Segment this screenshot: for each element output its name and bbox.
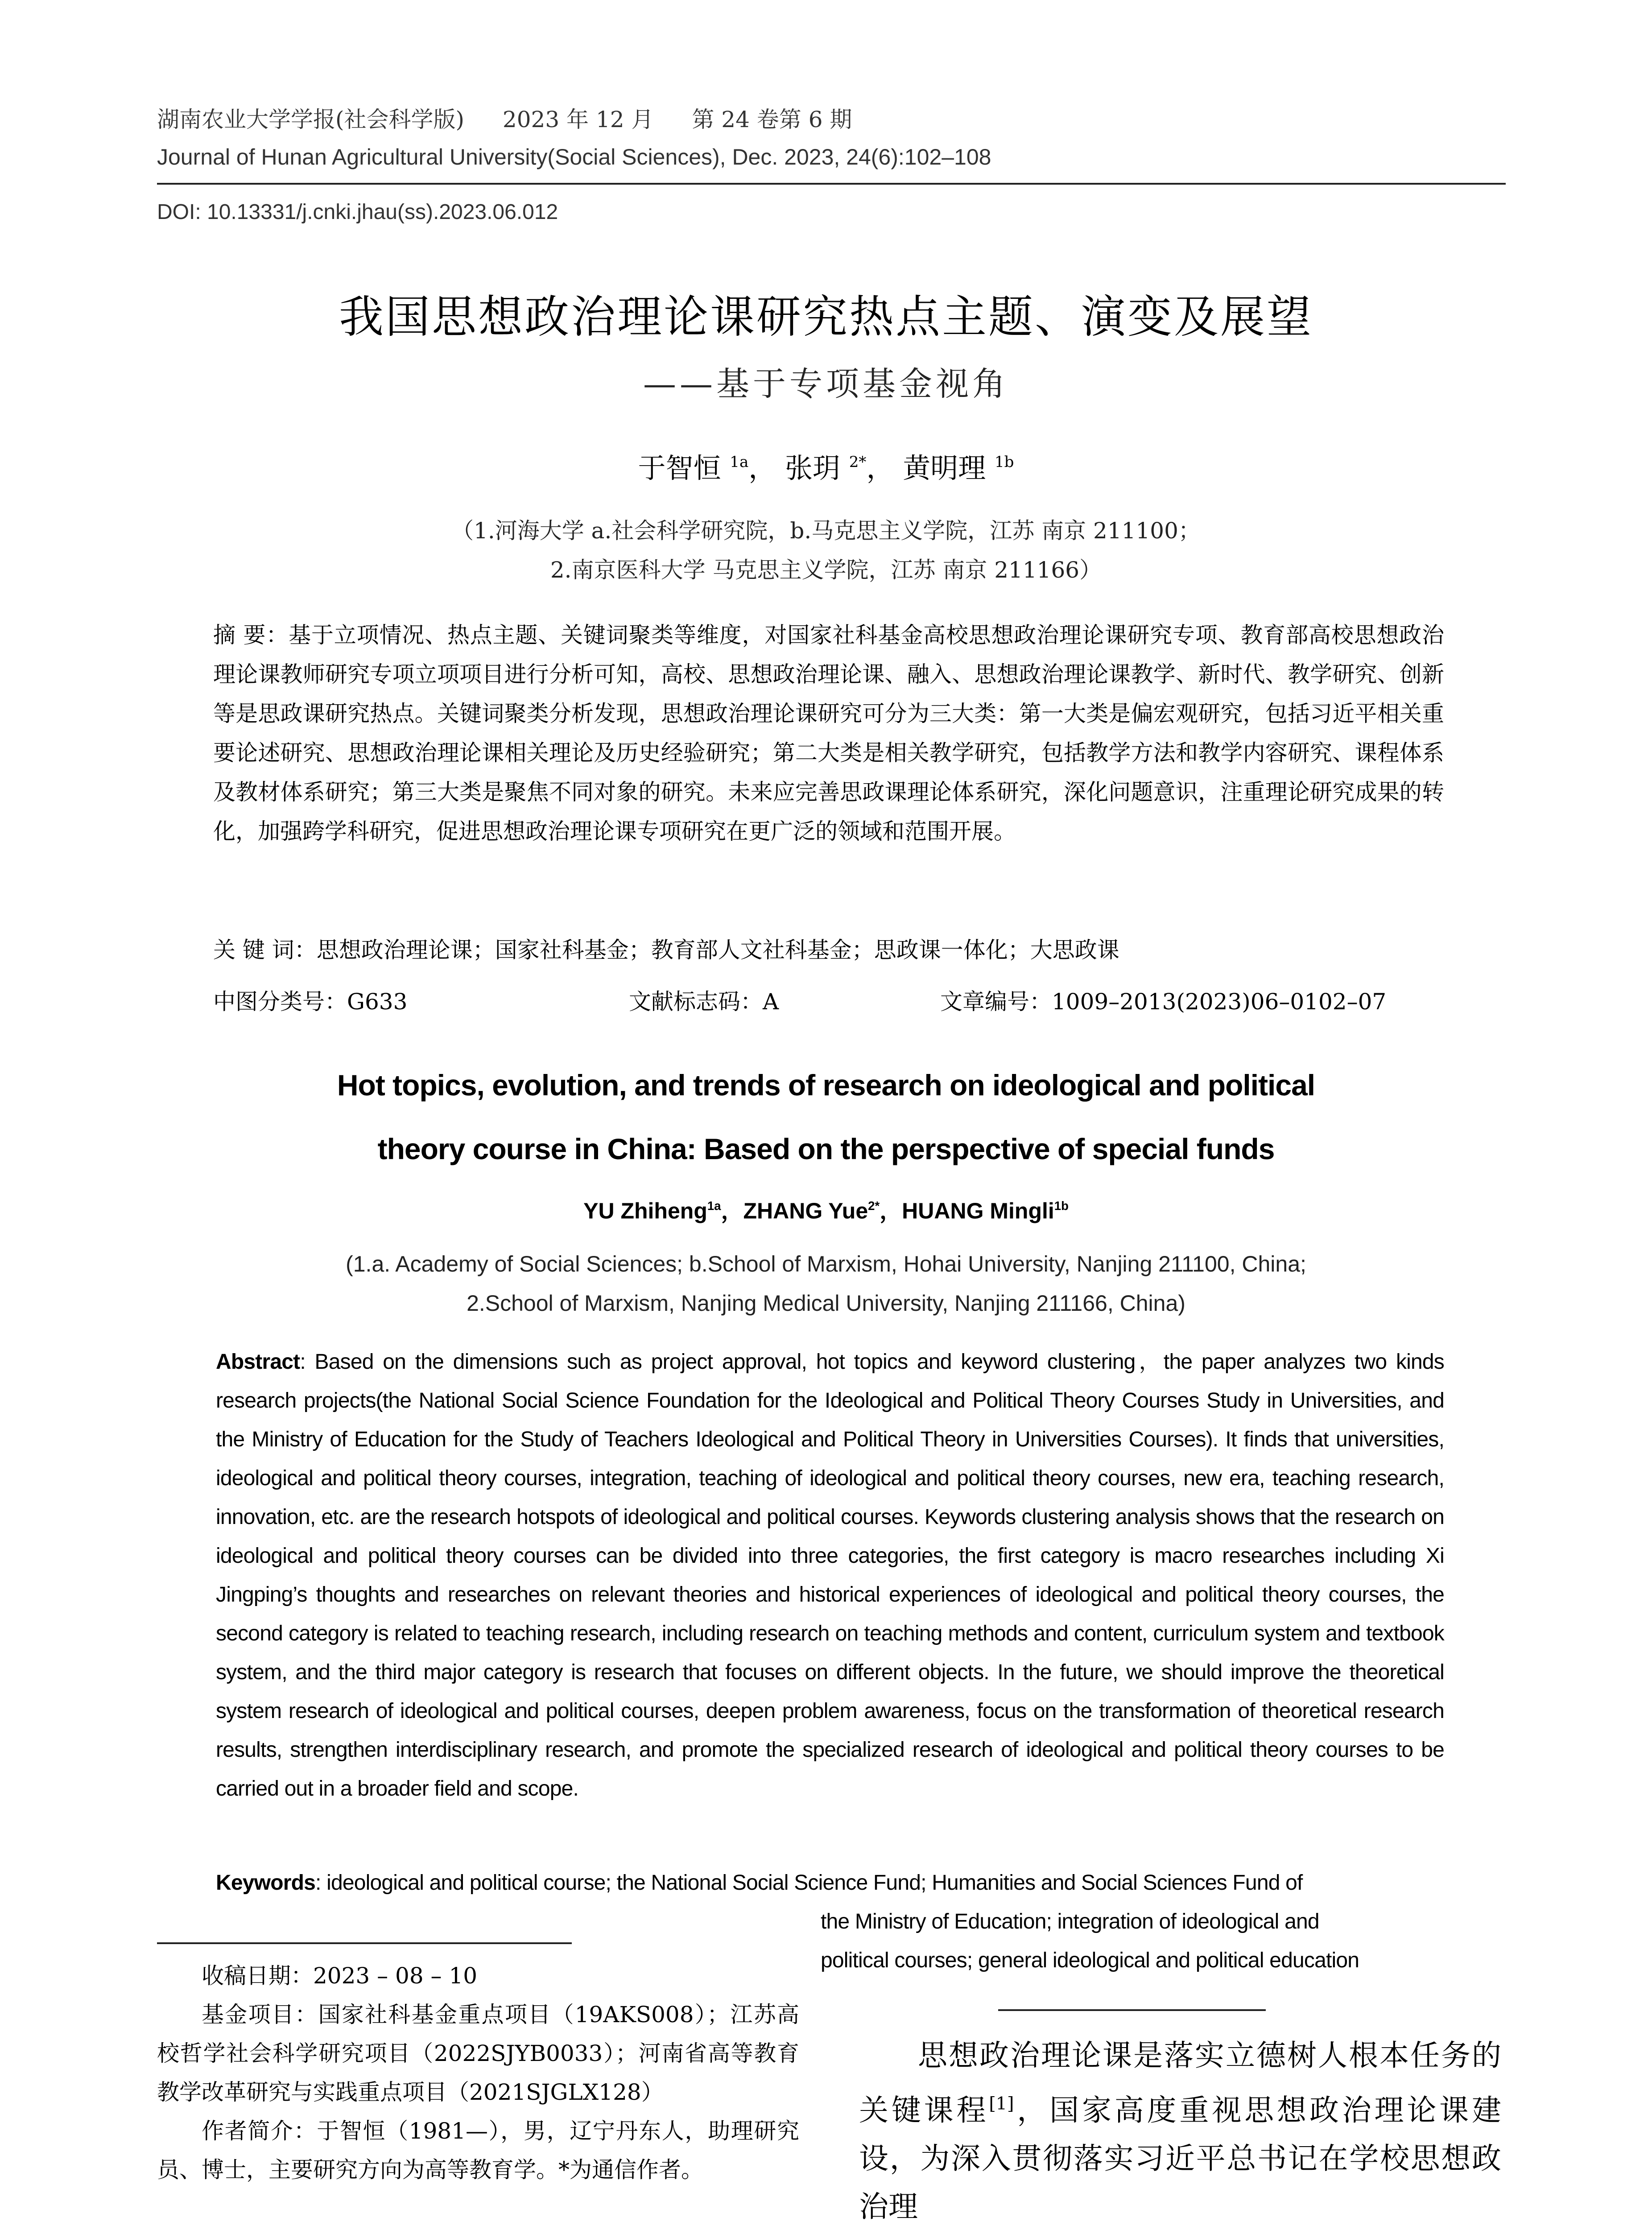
abstract-en [216,1342,1444,1808]
abstract-en-text: : Based on the dimensions such as project approval, hot topics and keyword clustering，the paper analyzes two kinds research projects(the National Social Science Foundation for the Ideological and Political Theory Courses Study in Universities, and the Ministry of Education for the Study of Teachers Ideological and Political Theory in Universities Courses). It finds that universities, ideological and political theory courses, integration, teaching of ideological and political theory courses, new era, teaching research, innovation, etc. are the research hotspots of ideological and political courses. Keywords clustering analysis shows that the research on ideological and political theory courses can be divided into three categories, the first category is macro researches including Xi Jingping’s thoughts and researches on relevant theories and historical experiences of ideological and political theory courses, the second category is related to teaching research, including research on teaching methods and content, curriculum system and textbook system, and the third major category is research that focuses on different objects. In the future, we should improve the theoretical system research of ideological and political courses, deepen problem awareness, focus on the transformation of theoretical research results, strengthen interdisciplinary research, and promote the specialized research of ideological and political theory courses to be carried out in a broader field and scope. [216,1350,1444,1801]
issue-date-cn: 2023 年 12 月 [502,107,654,132]
author-en-2: ZHANG Yue [743,1198,868,1223]
fund-info: 基金项目：国家社科基金重点项目（19AKS008）；江苏高校哲学社会科学研究项目（2022SJYB0033）；河南省高等教育教学改革研究与实践重点项目（2021SJGLX128） [157,2002,799,2105]
author-cn-2: 张玥 [785,452,841,484]
footnotes [157,1942,799,2189]
column-rule [998,2009,1266,2011]
subtitle-cn: ——基于专项基金视角 [643,365,1009,403]
journal-header-cn [157,106,883,133]
title-en-line2: theory course in China: Based on the perspective of special funds [377,1132,1275,1165]
title-cn: 我国思想政治理论课研究热点主题、演变及展望 [339,291,1313,343]
author-en-1-sup: 1a [707,1198,721,1213]
journal-name-cn: 湖南农业大学学报(社会科学版) [157,107,465,132]
affiliation-en-line1: (1.a. Academy of Social Sciences; b.School of Marxism, Hohai University, Nanjing 211100, China; [346,1251,1306,1276]
title-en-line1: Hot topics, evolution, and trends of research on ideological and political [337,1069,1315,1102]
received-date: 收稿日期：2023 – 08 – 10 [202,1963,478,1989]
citation-marker: [1] [989,2094,1014,2114]
author-separator: ， [880,1198,902,1223]
keywords-cn-text: 思想政治理论课；国家社科基金；教育部人文社科基金；思政课一体化；大思政课 [316,937,1119,963]
clc-number: 中图分类号：G633 [213,989,408,1015]
author-cn-1-sup: 1a [730,453,749,471]
author-cn-1: 于智恒 [638,452,721,484]
abstract-cn [213,615,1444,851]
keywords-cn [213,932,1119,964]
document-code: 文献标志码：A [629,989,779,1015]
body-text-part1: 思想政治理论课是落实立德树人根本任务的关键课程 [859,2038,1501,2127]
authors-en [0,1193,1652,1225]
author-en-1: YU Zhiheng [583,1198,707,1223]
volume-cn: 第 24 卷第 6 期 [692,107,852,132]
author-en-3-sup: 1b [1054,1198,1069,1213]
author-bio: 作者简介：于智恒（1981—），男，辽宁丹东人，助理研究员、博士，主要研究方向为高等教育学。*为通信作者。 [157,2118,799,2183]
author-cn-2-sup: 2* [849,453,867,471]
author-separator: ， [866,452,894,484]
affiliation-cn-line1: （1.河海大学 a.社会科学研究院，b.马克思主义学院，江苏 南京 211100； [451,518,1201,544]
journal-header-en: Journal of Hunan Agricultural University(Social Sciences), Dec. 2023, 24(6):102–108 [157,145,991,169]
affiliation-cn-line2: 2.南京医科大学 马克思主义学院，江苏 南京 211166） [550,557,1102,583]
author-cn-3: 黄明理 [903,452,986,484]
author-en-3: HUANG Mingli [902,1198,1054,1223]
header-rule [157,183,1506,185]
author-en-2-sup: 2* [868,1198,880,1213]
keywords-en-line1: : ideological and political course; the National Social Science Fund; Humanities and Social Sciences Fund of [315,1871,1303,1895]
abstract-cn-text: 基于立项情况、热点主题、关键词聚类等维度，对国家社科基金高校思想政治理论课研究专项、教育部高校思想政治理论课教师研究专项立项项目进行分析可知，高校、思想政治理论课、融入、思想政治理论课教学、新时代、教学研究、创新等是思政课研究热点。关键词聚类分析发现，思想政治理论课研究可分为三大类：第一大类是偏宏观研究，包括习近平相关重要论述研究、思想政治理论课相关理论及历史经验研究；第二大类是相关教学研究，包括教学方法和教学内容研究、课程体系及教材体系研究；第三大类是聚焦不同对象的研究。未来应完善思政课理论体系研究，深化问题意识，注重理论研究成果的转化，加强跨学科研究，促进思想政治理论课专项研究在更广泛的领域和范围开展。 [213,622,1444,844]
body-text-part2: ，国家高度重视思想政治理论课建设，为深入贯彻落实习近平总书记在学校思想政治理 [859,2093,1502,2224]
article-number: 文章编号：1009–2013(2023)06–0102–07 [940,989,1387,1015]
keywords-en-line3: political courses; general ideological and political education [821,1949,1359,1972]
keywords-en-label: Keywords [216,1871,316,1895]
keywords-cn-label: 关 键 词： [213,937,317,963]
author-separator: ， [748,452,776,484]
abstract-cn-label: 摘 要： [213,622,289,648]
abstract-en-label: Abstract [216,1350,300,1374]
keywords-en-line2: the Ministry of Education; integration of ideological and [821,1910,1319,1933]
doi: DOI: 10.13331/j.cnki.jhau(ss).2023.06.012 [157,200,558,224]
author-separator: ， [721,1198,743,1223]
authors-cn [0,446,1652,486]
author-cn-3-sup: 1b [994,453,1014,471]
affiliation-en-line2: 2.School of Marxism, Nanjing Medical University, Nanjing 211166, China) [467,1291,1185,1316]
body-paragraph [859,2032,1501,2230]
